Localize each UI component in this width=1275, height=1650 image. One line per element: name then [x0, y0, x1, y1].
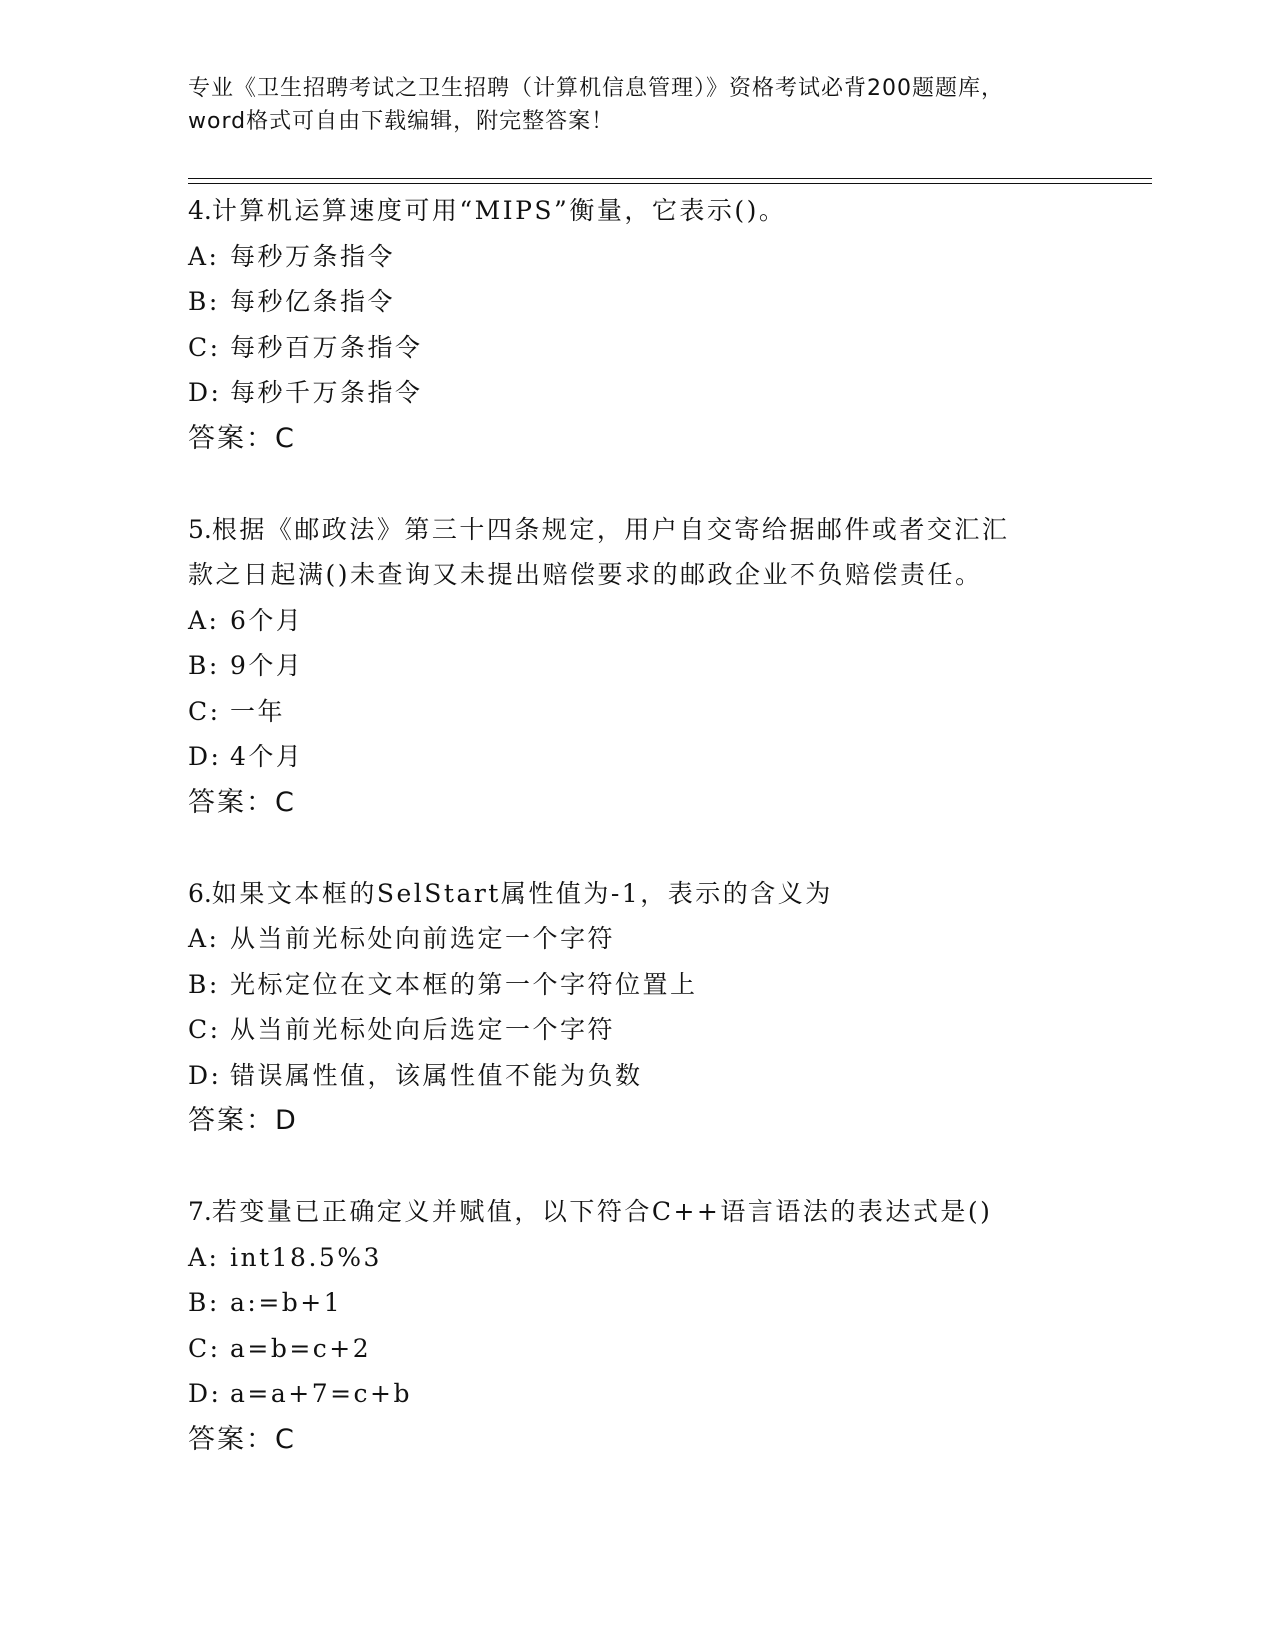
header-divider-top	[188, 178, 1152, 179]
question-text	[188, 507, 1148, 553]
answer-value: D	[275, 1105, 296, 1136]
question-list	[188, 188, 1148, 1508]
option-item	[188, 279, 1148, 325]
option-letter: B:	[188, 969, 220, 999]
option-letter: D:	[188, 1379, 222, 1408]
header-divider-bottom	[188, 183, 1152, 184]
option-text: 一年	[230, 696, 286, 726]
question-block	[188, 188, 1148, 462]
answer-label: 答案：	[188, 1423, 275, 1455]
answer-line	[188, 1417, 1148, 1463]
option-letter: C:	[188, 332, 221, 362]
option-item	[188, 325, 1148, 371]
header-line-2: word格式可自由下载编辑，附完整答案！	[188, 109, 615, 134]
option-text: 每秒千万条指令	[230, 378, 423, 407]
question-line: 根据《邮政法》第三十四条规定，用户自交寄给据邮件或者交汇汇	[211, 514, 1010, 544]
option-letter: C:	[188, 696, 221, 726]
option-item	[188, 1326, 1148, 1372]
question-text	[188, 871, 1148, 917]
answer-value: C	[275, 1423, 294, 1455]
answer-line	[188, 1098, 1148, 1144]
option-letter: B:	[188, 287, 220, 316]
option-text: 光标定位在文本框的第一个字符位置上	[230, 969, 698, 999]
option-letter: A:	[188, 924, 220, 953]
option-text: 9个月	[230, 651, 304, 680]
option-text: a:=b+1	[230, 1288, 343, 1317]
answer-label: 答案：	[188, 422, 275, 454]
question-line: 计算机运算速度可用“MIPS”衡量，它表示()。	[211, 196, 787, 225]
option-text: 错误属性值，该属性值不能为负数	[230, 1060, 643, 1090]
option-text: 每秒百万条指令	[230, 332, 423, 362]
question-block	[188, 507, 1148, 826]
question-line: 款之日起满()未查询又未提出赔偿要求的邮政企业不负赔偿责任。	[188, 560, 983, 589]
option-text: int18.5%3	[230, 1242, 382, 1272]
question-number: 6.	[188, 878, 212, 908]
option-item	[188, 598, 1148, 644]
option-text: 6个月	[230, 605, 304, 635]
option-text: 每秒亿条指令	[230, 287, 396, 316]
option-letter: C:	[188, 1333, 221, 1363]
option-letter: B:	[188, 1288, 220, 1317]
answer-label: 答案：	[188, 1105, 275, 1136]
option-letter: A:	[188, 241, 220, 271]
option-item	[188, 1053, 1148, 1099]
question-line: 若变量已正确定义并赋值，以下符合C++语言语法的表达式是()	[211, 1197, 993, 1226]
option-letter: C:	[188, 1015, 221, 1044]
option-item	[188, 734, 1148, 780]
answer-value: C	[275, 786, 294, 818]
answer-line	[188, 416, 1148, 462]
option-text: 从当前光标处向前选定一个字符	[230, 924, 616, 953]
option-letter: A:	[188, 1242, 220, 1272]
document-header	[188, 72, 1088, 138]
option-item	[188, 643, 1148, 689]
answer-value: C	[275, 422, 294, 454]
question-text	[188, 1189, 1148, 1235]
option-item	[188, 1371, 1148, 1417]
option-item	[188, 916, 1148, 962]
question-text	[188, 552, 1148, 598]
question-number: 5.	[188, 514, 212, 544]
option-letter: D:	[188, 742, 222, 771]
header-line-1: 专业《卫生招聘考试之卫生招聘（计算机信息管理）》资格考试必背200题题库，	[188, 76, 1004, 101]
question-block	[188, 871, 1148, 1145]
option-item	[188, 370, 1148, 416]
answer-label: 答案：	[188, 786, 275, 818]
option-letter: B:	[188, 651, 220, 680]
answer-line	[188, 780, 1148, 826]
option-item	[188, 1235, 1148, 1281]
option-letter: D:	[188, 1060, 222, 1090]
question-block	[188, 1189, 1148, 1463]
option-item	[188, 962, 1148, 1008]
question-text	[188, 188, 1148, 234]
option-letter: A:	[188, 605, 220, 635]
option-item	[188, 1007, 1148, 1053]
option-text: 从当前光标处向后选定一个字符	[230, 1015, 616, 1044]
option-text: 4个月	[230, 742, 304, 771]
option-item	[188, 1280, 1148, 1326]
option-letter: D:	[188, 378, 222, 407]
question-line: 如果文本框的SelStart属性值为-1，表示的含义为	[211, 878, 833, 908]
option-text: a=a+7=c+b	[230, 1379, 413, 1408]
option-text: a=b=c+2	[230, 1333, 372, 1363]
question-number: 7.	[188, 1197, 212, 1226]
option-text: 每秒万条指令	[230, 241, 396, 271]
option-item	[188, 689, 1148, 735]
option-item	[188, 234, 1148, 280]
question-number: 4.	[188, 196, 212, 225]
